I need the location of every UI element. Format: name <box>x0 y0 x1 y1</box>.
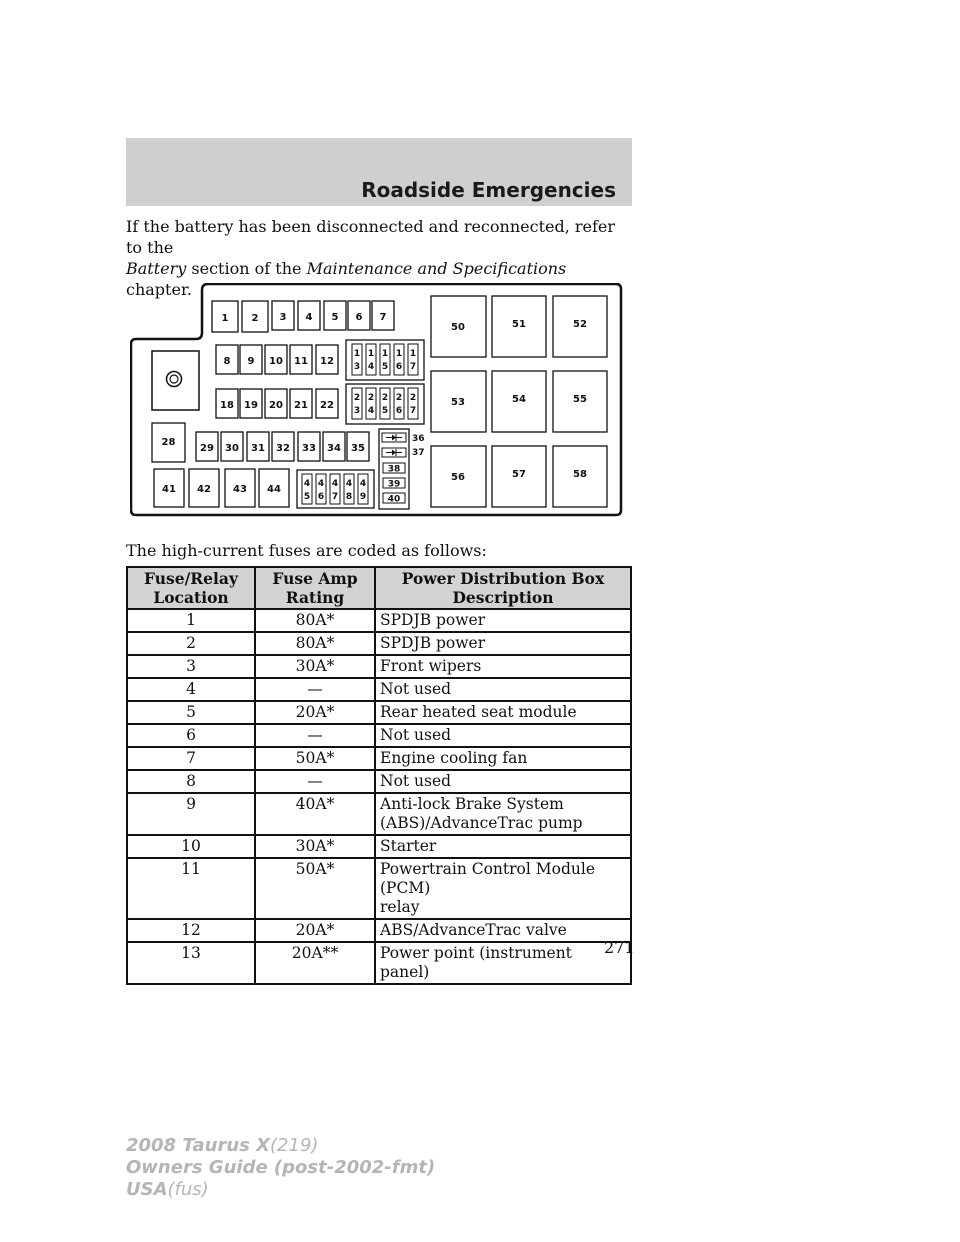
cell-rating: — <box>255 678 375 701</box>
svg-text:3: 3 <box>353 406 361 416</box>
svg-text:9: 9 <box>359 492 367 502</box>
relay-51 <box>492 296 546 357</box>
table-row <box>127 919 631 942</box>
fuse-8 <box>216 345 238 374</box>
table-row <box>127 701 631 724</box>
fuse-1 <box>212 301 238 332</box>
fuse-7 <box>372 301 394 330</box>
svg-text:4: 4 <box>303 479 311 489</box>
fuse-38 <box>383 463 405 475</box>
mini-fuse-26 <box>394 388 404 419</box>
cell-description <box>375 678 631 701</box>
fuse-8-label: 8 <box>223 356 231 367</box>
fuse-18-label: 18 <box>220 400 234 411</box>
cell-rating: 50A* <box>255 858 375 919</box>
cell-location: 12 <box>127 919 255 942</box>
svg-text:4: 4 <box>317 479 325 489</box>
fuse-29-label: 29 <box>200 443 214 454</box>
relay-53-label: 53 <box>451 397 465 408</box>
table-header-row <box>127 567 631 609</box>
fuse-44 <box>259 469 289 507</box>
fuse-30 <box>221 432 243 461</box>
relay-50 <box>431 296 486 357</box>
svg-text:1: 1 <box>353 349 361 359</box>
fuse-9 <box>240 345 262 374</box>
fuse-19-label: 19 <box>244 400 258 411</box>
table-row <box>127 724 631 747</box>
svg-text:6: 6 <box>317 492 325 502</box>
mini-fuse-25 <box>380 388 390 419</box>
fuse-10-label: 10 <box>269 356 283 367</box>
fuse-40 <box>383 493 405 505</box>
mini-fuse-23 <box>352 388 362 419</box>
relay-55 <box>553 371 607 432</box>
cell-rating: 80A* <box>255 632 375 655</box>
fuse-2 <box>242 301 268 332</box>
fuse-34 <box>323 432 345 461</box>
fuse-1-label: 1 <box>221 313 229 324</box>
intro-battery-ref: Battery <box>126 259 187 278</box>
description-line: Not used <box>380 680 452 698</box>
diode-37-label: 37 <box>412 448 425 458</box>
footer-model-code: (219) <box>270 1135 319 1156</box>
fuse-31 <box>247 432 269 461</box>
description-line: Powertrain Control Module (PCM) <box>380 860 595 897</box>
fuse-28-label: 28 <box>161 437 176 448</box>
mini-fuse-15 <box>380 344 390 375</box>
mini-fuse-46 <box>316 474 326 504</box>
fuse-11 <box>290 345 312 374</box>
svg-text:1: 1 <box>367 349 375 359</box>
relay-56-label: 56 <box>451 472 465 483</box>
fuse-19 <box>240 389 262 418</box>
fuse-6 <box>348 301 370 330</box>
fuse-31-label: 31 <box>251 443 265 454</box>
fuse-20-label: 20 <box>269 400 283 411</box>
svg-text:2: 2 <box>367 393 375 403</box>
fuse-33-label: 33 <box>302 443 316 454</box>
cell-description <box>375 793 631 835</box>
svg-text:2: 2 <box>395 393 403 403</box>
svg-text:7: 7 <box>409 406 417 416</box>
header-rating: Fuse Amp Rating <box>255 567 375 609</box>
mini-fuse-24 <box>366 388 376 419</box>
mini-fuse-16 <box>394 344 404 375</box>
mini-fuse-49 <box>358 474 368 504</box>
fuse-30-label: 30 <box>225 443 239 454</box>
cell-location: 1 <box>127 609 255 632</box>
svg-text:2: 2 <box>381 393 389 403</box>
diode-37 <box>382 448 406 457</box>
fuse-42-label: 42 <box>197 484 211 495</box>
fuse-12 <box>316 345 338 374</box>
svg-text:2: 2 <box>353 393 361 403</box>
svg-text:6: 6 <box>395 362 403 372</box>
fuse-5-label: 5 <box>331 312 339 323</box>
table-row <box>127 835 631 858</box>
cell-rating: — <box>255 770 375 793</box>
document-footer <box>126 1135 435 1201</box>
cell-description <box>375 858 631 919</box>
relay-52 <box>553 296 607 357</box>
fuse-33 <box>298 432 320 461</box>
table-row <box>127 858 631 919</box>
intro-text-2: section of the <box>191 259 302 278</box>
cell-description <box>375 655 631 678</box>
footer-market: USA <box>126 1179 168 1200</box>
svg-text:1: 1 <box>381 349 389 359</box>
cell-location: 3 <box>127 655 255 678</box>
description-line: relay <box>380 898 420 916</box>
cell-description <box>375 609 631 632</box>
fuse-20 <box>265 389 287 418</box>
fuse-44-label: 44 <box>267 484 281 495</box>
fuse-41 <box>154 469 184 507</box>
description-line: Engine cooling fan <box>380 749 528 767</box>
relay-54-label: 54 <box>512 394 526 405</box>
cell-location: 7 <box>127 747 255 770</box>
fuse-28 <box>152 423 185 462</box>
description-line: Power point (instrument panel) <box>380 944 572 981</box>
description-line: Not used <box>380 772 452 790</box>
svg-text:5: 5 <box>381 362 389 372</box>
page-number: 271 <box>604 938 635 957</box>
fuse-22 <box>316 389 338 418</box>
mini-fuse-45 <box>302 474 312 504</box>
description-line: Front wipers <box>380 657 482 675</box>
svg-text:5: 5 <box>303 492 311 502</box>
cell-description <box>375 770 631 793</box>
description-line: SPDJB power <box>380 611 486 629</box>
relay-58 <box>553 446 607 507</box>
table-row <box>127 655 631 678</box>
cell-rating: 20A** <box>255 942 375 984</box>
fuse-40-label: 40 <box>387 494 401 505</box>
fuse-table <box>126 566 632 985</box>
cell-location: 6 <box>127 724 255 747</box>
description-line: SPDJB power <box>380 634 486 652</box>
section-header <box>126 138 632 206</box>
svg-text:7: 7 <box>409 362 417 372</box>
fuse-21-label: 21 <box>294 400 308 411</box>
cell-rating: — <box>255 724 375 747</box>
cell-description <box>375 724 631 747</box>
fuse-32 <box>272 432 294 461</box>
cell-rating: 30A* <box>255 835 375 858</box>
relay-52-label: 52 <box>573 319 587 330</box>
header-description: Power Distribution Box Description <box>375 567 631 609</box>
fuse-39-label: 39 <box>387 479 401 490</box>
fuse-21 <box>290 389 312 418</box>
table-row <box>127 770 631 793</box>
fuse-43-label: 43 <box>233 484 247 495</box>
fuse-3 <box>272 301 294 330</box>
table-row <box>127 632 631 655</box>
cell-location: 13 <box>127 942 255 984</box>
fuse-41-label: 41 <box>162 484 176 495</box>
fuse-3-label: 3 <box>279 312 287 323</box>
mini-fuse-47 <box>330 474 340 504</box>
fuse-6-label: 6 <box>355 312 363 323</box>
cell-description <box>375 919 631 942</box>
description-line: ABS/AdvanceTrac valve <box>380 921 567 939</box>
fuse-38-label: 38 <box>387 464 401 475</box>
relay-56 <box>431 446 486 507</box>
cell-description <box>375 632 631 655</box>
svg-text:4: 4 <box>359 479 367 489</box>
fuse-32-label: 32 <box>276 443 290 454</box>
fuse-35 <box>347 432 369 461</box>
footer-model: 2008 Taurus X <box>126 1135 271 1156</box>
fuse-34-label: 34 <box>327 443 341 454</box>
cell-rating: 40A* <box>255 793 375 835</box>
cell-location: 5 <box>127 701 255 724</box>
cell-description <box>375 942 631 984</box>
relay-54 <box>492 371 546 432</box>
fuse-29 <box>196 432 218 461</box>
description-line: Not used <box>380 726 452 744</box>
description-line: Anti-lock Brake System <box>380 795 564 813</box>
fuse-5 <box>324 301 346 330</box>
intro-text-1: If the battery has been disconnected and reconnected, refer to the <box>126 217 616 257</box>
cell-rating: 50A* <box>255 747 375 770</box>
cell-location: 9 <box>127 793 255 835</box>
svg-text:4: 4 <box>367 406 375 416</box>
fuse-7-label: 7 <box>379 312 387 323</box>
relay-58-label: 58 <box>573 469 587 480</box>
svg-text:8: 8 <box>345 492 353 502</box>
svg-text:3: 3 <box>353 362 361 372</box>
table-caption: The high-current fuses are coded as follows: <box>126 541 487 560</box>
description-line: Rear heated seat module <box>380 703 577 721</box>
cell-rating: 80A* <box>255 609 375 632</box>
fuse-43 <box>225 469 255 507</box>
svg-text:4: 4 <box>345 479 353 489</box>
mini-fuse-48 <box>344 474 354 504</box>
svg-text:4: 4 <box>367 362 375 372</box>
intro-text-3: chapter. <box>126 280 192 299</box>
fuse-18 <box>216 389 238 418</box>
relay-53 <box>431 371 486 432</box>
fuse-39 <box>383 478 405 490</box>
cell-location: 4 <box>127 678 255 701</box>
relay-50-label: 50 <box>451 322 465 333</box>
description-line: Starter <box>380 837 437 855</box>
cell-location: 2 <box>127 632 255 655</box>
fuse-4-label: 4 <box>305 312 313 323</box>
cell-description <box>375 835 631 858</box>
table-row <box>127 942 631 984</box>
fuse-42 <box>189 469 219 507</box>
section-title: Roadside Emergencies <box>361 178 616 202</box>
cell-location: 11 <box>127 858 255 919</box>
table-row <box>127 609 631 632</box>
svg-text:6: 6 <box>395 406 403 416</box>
relay-51-label: 51 <box>512 319 526 330</box>
svg-text:2: 2 <box>409 393 417 403</box>
cell-location: 8 <box>127 770 255 793</box>
mini-fuse-14 <box>366 344 376 375</box>
relay-55-label: 55 <box>573 394 587 405</box>
cell-rating: 20A* <box>255 919 375 942</box>
footer-guide: Owners Guide (post-2002-fmt) <box>126 1157 436 1178</box>
fuse-35-label: 35 <box>351 443 365 454</box>
mini-fuse-13 <box>352 344 362 375</box>
svg-text:1: 1 <box>409 349 417 359</box>
cell-description <box>375 747 631 770</box>
table-row <box>127 747 631 770</box>
mini-fuse-27 <box>408 388 418 419</box>
svg-text:4: 4 <box>331 479 339 489</box>
svg-text:5: 5 <box>381 406 389 416</box>
fuse-4 <box>298 301 320 330</box>
svg-text:7: 7 <box>331 492 339 502</box>
relay-57 <box>492 446 546 507</box>
cell-rating: 20A* <box>255 701 375 724</box>
fuse-10 <box>265 345 287 374</box>
fuse-12-label: 12 <box>320 356 334 367</box>
relay-57-label: 57 <box>512 469 526 480</box>
cell-location: 10 <box>127 835 255 858</box>
intro-chapter-ref: Maintenance and Specifications <box>306 259 567 278</box>
fuse-box-diagram <box>130 283 626 523</box>
table-row <box>127 793 631 835</box>
footer-market-code: (fus) <box>167 1179 209 1200</box>
fuse-2-label: 2 <box>251 313 259 324</box>
fuse-9-label: 9 <box>247 356 255 367</box>
cell-rating: 30A* <box>255 655 375 678</box>
diode-36-label: 36 <box>412 434 425 444</box>
header-location: Fuse/Relay Location <box>127 567 255 609</box>
table-row <box>127 678 631 701</box>
fuse-11-label: 11 <box>294 356 308 367</box>
fuse-table-body <box>127 609 631 984</box>
svg-text:1: 1 <box>395 349 403 359</box>
fuse-22-label: 22 <box>320 400 334 411</box>
cell-description <box>375 701 631 724</box>
mini-fuse-17 <box>408 344 418 375</box>
diode-36 <box>382 433 406 442</box>
description-line: (ABS)/AdvanceTrac pump <box>380 814 583 832</box>
